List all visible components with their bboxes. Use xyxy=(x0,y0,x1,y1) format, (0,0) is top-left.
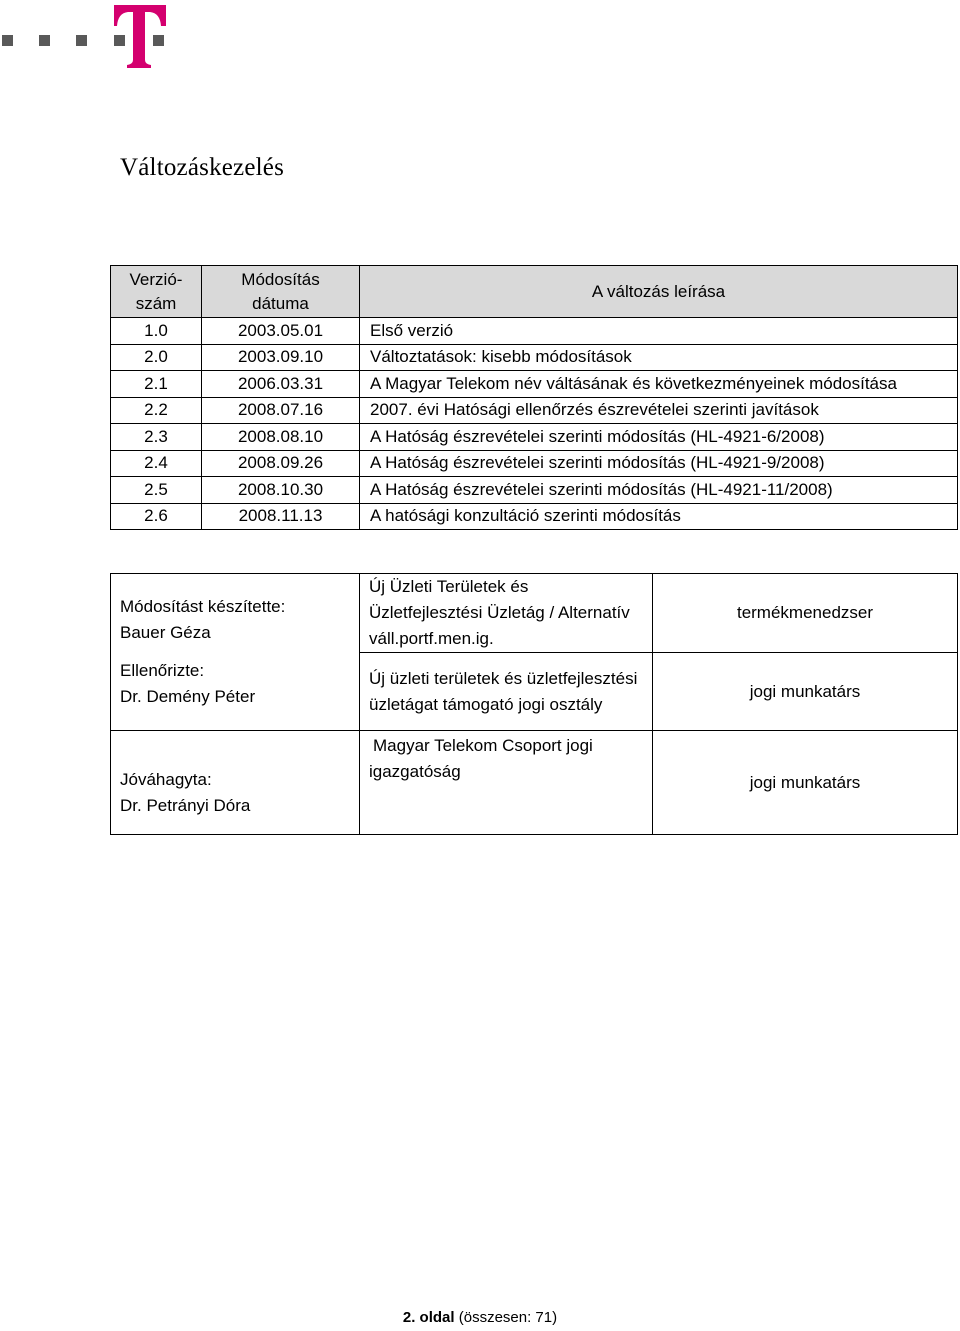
approval-row-prepared xyxy=(111,574,958,653)
version-cell: 2.5 xyxy=(111,477,202,504)
table-row xyxy=(111,344,958,371)
description-cell: A hatósági konzultáció szerinti módosítás xyxy=(360,503,958,530)
description-cell: 2007. évi Hatósági ellenőrzés észrevételei szerinti javítások xyxy=(360,397,958,424)
approval-row-approved xyxy=(111,731,958,835)
version-cell: 2.1 xyxy=(111,371,202,398)
date-cell: 2008.07.16 xyxy=(202,397,360,424)
approved-person-cell xyxy=(111,731,360,835)
date-cell: 2003.09.10 xyxy=(202,344,360,371)
date-cell: 2008.11.13 xyxy=(202,503,360,530)
approved-label: Jóváhagyta: xyxy=(120,769,212,789)
date-cell: 2008.08.10 xyxy=(202,424,360,451)
date-cell: 2008.10.30 xyxy=(202,477,360,504)
table-row xyxy=(111,450,958,477)
date-cell: 2008.09.26 xyxy=(202,450,360,477)
description-cell: Változtatások: kisebb módosítások xyxy=(360,344,958,371)
table-row xyxy=(111,424,958,451)
checked-name: Dr. Demény Péter xyxy=(120,687,256,706)
table-row xyxy=(111,371,958,398)
table-header-row xyxy=(111,266,958,318)
prepared-org-cell: Új Üzleti Területek és Üzletfejlesztési Üzletág / Alternatív váll.portf.men.ig. xyxy=(360,574,653,653)
checked-role-cell: jogi munkatárs xyxy=(653,653,958,731)
checked-org-cell: Új üzleti területek és üzletfejlesztési üzletágat támogató jogi osztály xyxy=(360,653,653,731)
version-cell: 2.3 xyxy=(111,424,202,451)
checked-label: Ellenőrizte: xyxy=(120,661,205,680)
date-cell: 2003.05.01 xyxy=(202,318,360,345)
prepared-checked-person-cell xyxy=(111,574,360,731)
page-footer xyxy=(0,1309,960,1326)
approved-org-cell: Magyar Telekom Csoport jogi igazgatóság xyxy=(360,731,653,835)
version-cell: 1.0 xyxy=(111,318,202,345)
description-cell: A Hatóság észrevételei szerinti módosítás (HL-4921-9/2008) xyxy=(360,450,958,477)
approved-name: Dr. Petrányi Dóra xyxy=(120,795,251,815)
page-title: Változáskezelés xyxy=(120,154,285,181)
description-cell: A Hatóság észrevételei szerinti módosítás (HL-4921-11/2008) xyxy=(360,477,958,504)
header-description: A változás leírása xyxy=(360,266,958,318)
change-history-table xyxy=(110,265,958,530)
prepared-name: Bauer Géza xyxy=(120,623,211,642)
version-cell: 2.2 xyxy=(111,397,202,424)
telekom-logo xyxy=(0,0,170,72)
approved-role-cell: jogi munkatárs xyxy=(653,731,958,835)
approval-table xyxy=(110,573,958,835)
table-row xyxy=(111,477,958,504)
description-cell: Első verzió xyxy=(360,318,958,345)
date-cell: 2006.03.31 xyxy=(202,371,360,398)
description-cell: A Hatóság észrevételei szerinti módosítás (HL-4921-6/2008) xyxy=(360,424,958,451)
prepared-role-cell: termékmenedzser xyxy=(653,574,958,653)
table-row xyxy=(111,397,958,424)
table-row xyxy=(111,503,958,530)
description-cell: A Magyar Telekom név váltásának és következményeinek módosítása xyxy=(360,371,958,398)
version-cell: 2.0 xyxy=(111,344,202,371)
version-cell: 2.6 xyxy=(111,503,202,530)
page-total: (összesen: 71) xyxy=(458,1309,558,1326)
prepared-label: Módosítást készítette: xyxy=(120,597,286,616)
page-number: 2. oldal xyxy=(402,1309,455,1326)
header-version: Verzió- szám xyxy=(111,266,202,318)
header-date: Módosítás dátuma xyxy=(202,266,360,318)
version-cell: 2.4 xyxy=(111,450,202,477)
table-row xyxy=(111,318,958,345)
